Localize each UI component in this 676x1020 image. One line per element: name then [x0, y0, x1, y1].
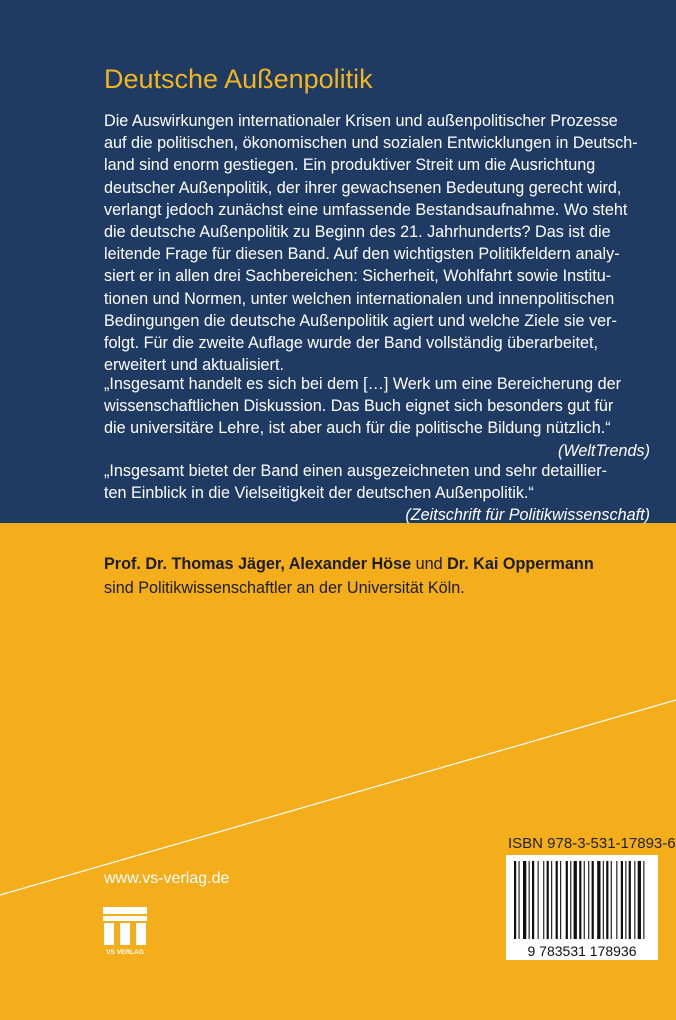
- barcode-bar: [560, 861, 561, 939]
- description-line: auf die politischen, ökonomischen und sozialen Entwicklungen in Deutsch-: [104, 134, 638, 153]
- barcode-bar: [643, 861, 644, 939]
- barcode-bar: [532, 861, 534, 939]
- logo-text: VS VERLAG: [106, 949, 144, 955]
- barcode-bars: [514, 861, 644, 939]
- barcode-bar: [529, 861, 530, 939]
- author-connector: und: [411, 555, 448, 573]
- description-line: Bedingungen die deutsche Außenpolitik agiert und welche Ziele sie ver-: [104, 311, 617, 330]
- barcode-bar: [543, 861, 544, 939]
- barcode-bar: [606, 861, 608, 939]
- description-line: siert er in allen drei Sachbereichen: Sicherheit, Wohlfahrt sowie Institu-: [104, 267, 612, 286]
- description-line: die deutsche Außenpolitik zu Beginn des 21. Jahrhunderts? Das ist die: [104, 223, 611, 242]
- barcode-bar: [579, 861, 581, 939]
- barcode-number: 9 783531 178936: [527, 943, 637, 959]
- barcode-bar: [556, 861, 558, 939]
- quote-line: wissenschaftlichen Diskussion. Das Buch eignet sich besonders gut für: [104, 397, 614, 416]
- barcode-bar: [519, 861, 520, 939]
- author-names-primary: Prof. Dr. Thomas Jäger, Alexander Höse: [104, 555, 412, 573]
- barcode-bar: [584, 861, 585, 939]
- review-quote-welttrends: [104, 373, 664, 462]
- author-info: [104, 552, 594, 600]
- barcode-bar: [629, 861, 631, 939]
- description-line: land sind enorm gestiegen. Ein produktiver Streit um die Ausrichtung: [104, 156, 596, 175]
- barcode-bar: [611, 861, 612, 939]
- barcode-bar: [570, 861, 571, 939]
- description-line: tionen und Normen, unter welchen internationalen und innenpolitischen: [104, 289, 615, 308]
- barcode-bar: [603, 861, 604, 939]
- barcode-bar: [634, 861, 635, 939]
- quote-source: (Zeitschrift für Politikwissenschaft): [405, 506, 650, 525]
- barcode-bar: [616, 861, 617, 939]
- review-quote-zpol: [104, 460, 664, 527]
- barcode-bar: [551, 861, 552, 939]
- barcode-bar: [625, 861, 626, 939]
- quote-line: die universitäre Lehre, ist aber auch für die politische Bildung nützlich.“: [104, 419, 611, 438]
- quote-line: „Insgesamt bietet der Band einen ausgezeichneten und sehr detaillier-: [104, 462, 608, 480]
- vs-verlag-logo: [103, 907, 147, 955]
- vs-verlag-logo-icon: [103, 907, 147, 955]
- barcode-bar: [621, 861, 623, 939]
- barcode-bar: [523, 861, 526, 939]
- description-line: folgt. Für die zweite Auflage wurde der Band vollständig überarbeitet,: [104, 334, 599, 353]
- barcode-bar: [574, 861, 577, 939]
- description-line: leitende Frage für diesen Band. Auf den wichtigsten Politikfeldern analy-: [104, 245, 620, 264]
- book-title: Deutsche Außenpolitik: [104, 64, 373, 94]
- barcode-bar: [514, 861, 516, 939]
- barcode-bar: [638, 861, 641, 939]
- barcode-bar: [592, 861, 594, 939]
- description-line: Die Auswirkungen internationaler Krisen und außenpolitischer Prozesse: [104, 112, 618, 130]
- barcode-bar: [547, 861, 549, 939]
- quote-source: (WeltTrends): [557, 441, 650, 460]
- book-description: [104, 110, 664, 376]
- description-line: deutscher Außenpolitik, der ihrer gewachsenen Bedeutung gerecht wird,: [104, 178, 622, 197]
- barcode-bar: [566, 861, 568, 939]
- barcode-bar: [588, 861, 589, 939]
- publisher-url[interactable]: www.vs-verlag.de: [104, 870, 230, 887]
- barcode-bar: [538, 861, 539, 939]
- isbn-label: ISBN 978-3-531-17893-6: [508, 835, 676, 852]
- barcode-graphic: [506, 855, 658, 960]
- barcode: [506, 855, 658, 960]
- barcode-bar: [597, 861, 600, 939]
- author-name-secondary: Dr. Kai Oppermann: [447, 555, 594, 573]
- description-line: erweitert und aktualisiert.: [104, 356, 284, 375]
- quote-line: ten Einblick in die Vielseitigkeit der deutschen Außenpolitik.“: [104, 484, 534, 503]
- quote-line: „Insgesamt handelt es sich bei dem […] Werk um eine Bereicherung der: [104, 375, 622, 393]
- author-affiliation: sind Politikwissenschaftler an der Universität Köln.: [104, 579, 465, 597]
- description-line: verlangt jedoch zunächst eine umfassende Bestandsaufnahme. Wo steht: [104, 200, 628, 219]
